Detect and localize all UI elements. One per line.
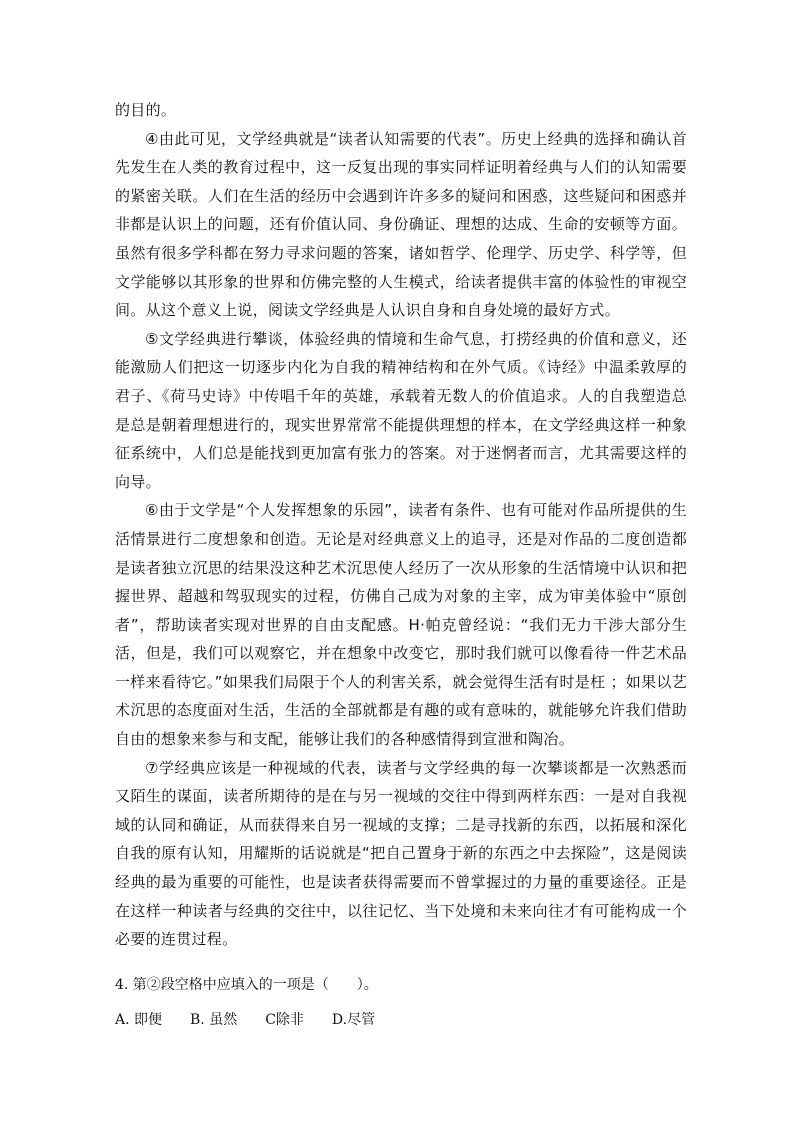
paragraph-continuation: 的目的。 bbox=[115, 101, 177, 119]
question-block bbox=[115, 974, 687, 1029]
paragraph-5: ⑤文学经典进行攀谈，体验经典的情境和生命气息，打捞经典的价值和意义，还能激励人们把这一切逐步内化为自我的精神结构和在外气质。《诗经》中温柔敦厚的君子、《荷马史诗》中传唱千年的英雄，承载着无数人的价值追求。人的自我塑造总是总是朝着理想进行的，现实世界常常不能提供理想的样本，在文学经典这样一种象征系统中，人们总是能找到更加富有张力的答案。对于迷惘者而言，尤其需要这样的向导。 bbox=[115, 329, 687, 491]
question-stem: 4. 第②段空格中应填入的一项是（ ）。 bbox=[115, 977, 378, 993]
question-options: A. 即便 B. 虽然 C除非 D.尽管 bbox=[115, 1012, 376, 1028]
paragraph-7: ⑦学经典应该是一种视域的代表，读者与文学经典的每一次攀谈都是一次熟悉而又陌生的谋面，读者所期待的是在与另一视域的交往中得到两样东西：一是对自我视域的认同和确证，从而获得来自另一视域的支撑；二是寻找新的东西，以拓展和深化自我的原有认知，用耀斯的话说就是“把自己置身于新的东西之中去探险”，这是阅读经典的最为重要的可能性，也是读者获得需要而不曾掌握过的力量的重要途径。正是在这样一种读者与经典的交往中，以往记忆、当下处境和未来向往才有可能构成一个必要的连贯过程。 bbox=[115, 758, 687, 949]
paragraph-6: ⑥由于文学是“个人发挥想象的乐园”，读者有条件、也有可能对作品所提供的生活情景进行二度想象和创造。无论是对经典意义上的追寻，还是对作品的二度创造都是读者独立沉思的结果没这种艺术沉思使人经历了一次从形象的生活情境中认识和把握世界、超越和驾驭现实的过程，仿佛自己成为对象的主宰，成为审美体验中“原创者”，帮助读者实现对世界的自由支配感。H·帕克曾经说：“我们无力干涉大部分生活，但是，我们可以观察它，并在想象中改变它，那时我们就可以像看待一件艺术品一样来看待它。”如果我们局限于个人的利害关系，就会觉得生活有时是枉 ；如果以艺术沉思的态度面对生活，生活的全部就都是有趣的或有意味的，就能够允许我们借助自由的想象来参与和支配，能够让我们的各种感情得到宣泄和陶冶。 bbox=[115, 501, 687, 749]
paragraph-4: ④由此可见，文学经典就是“读者认知需要的代表”。历史上经典的选择和确认首先发生在人类的教育过程中，这一反复出现的事实同样证明着经典与人们的认知需要的紧密关联。人们在生活的经历中会遇到许许多多的疑问和困惑，这些疑问和困惑并非都是认识上的问题，还有价值认同、身份确证、理想的达成、生命的安顿等方面。虽然有很多学科都在努力寻求问题的答案，诸如哲学、伦理学、历史学、科学等，但文学能够以其形象的世界和仿佛完整的人生模式，给读者提供丰富的体验性的审视空间。从这个意义上说，阅读文学经典是人认识自身和自身处境的最好方式。 bbox=[115, 129, 687, 320]
passage-text bbox=[115, 96, 687, 954]
